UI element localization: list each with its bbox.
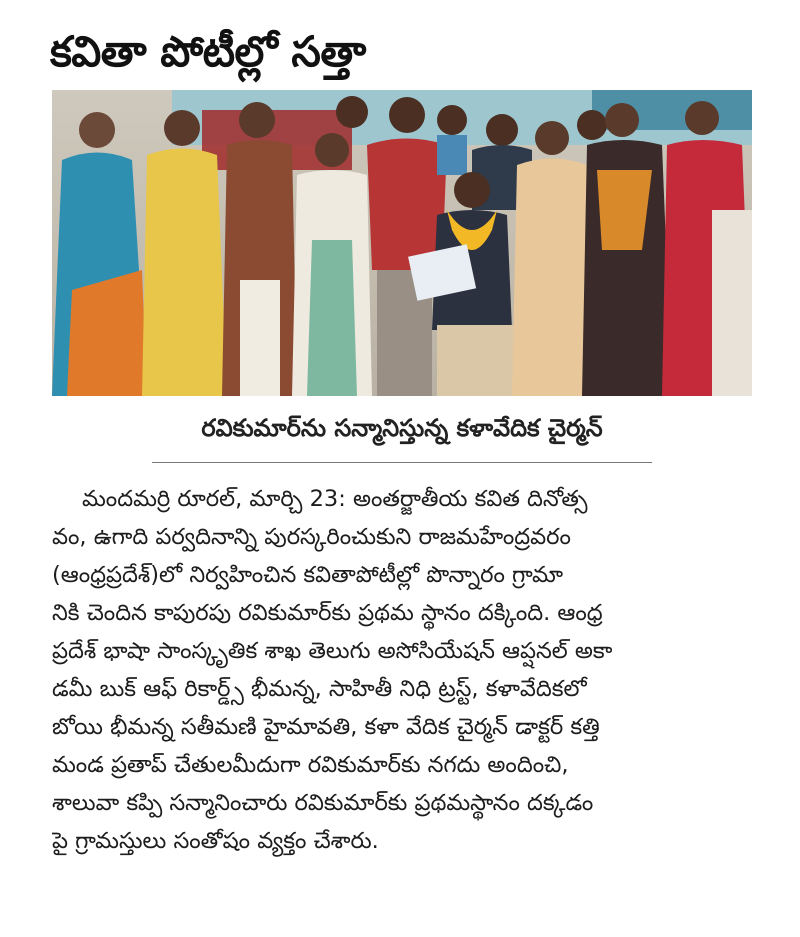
body-line: (ఆంధ్రప్రదేశ్)లో నిర్వహించిన కవితాపోటీల్లో పొన్నారం గ్రామా xyxy=(52,562,564,588)
article-body xyxy=(52,480,752,860)
previous-article-fragment xyxy=(0,0,800,10)
body-line: వం, ఉగాది పర్వదినాన్ని పురస్కరించుకుని రాజమహేంద్రవరం xyxy=(52,524,571,550)
caption-divider xyxy=(152,462,652,463)
photo-caption: రవికుమార్‌ను సన్మానిస్తున్న కళావేదిక చైర్మన్ xyxy=(201,414,603,442)
body-line: పై గ్రామస్తులు సంతోషం వ్యక్తం చేశారు. xyxy=(52,828,379,854)
body-line: మండ ప్రతాప్ చేతులమీదుగా రవికుమార్‌కు నగదు అందించి, xyxy=(52,752,569,778)
next-article-fragment xyxy=(0,922,800,937)
article-headline: కవితా పోటీల్లో సత్తా xyxy=(50,27,366,76)
body-line: మందమర్రి రూరల్, మార్చి 23: అంతర్జాతీయ కవిత దినోత్స xyxy=(82,486,588,512)
body-line: నికి చెందిన కాపురపు రవికుమార్‌కు ప్రథమ స్థానం దక్కింది. ఆంధ్ర xyxy=(52,600,603,626)
body-line: శాలువా కప్పి సన్మానించారు రవికుమార్‌కు ప్రథమస్థానం దక్కడం xyxy=(52,790,594,816)
body-line: బోయి భీమన్న సతీమణి హైమావతి, కళా వేదిక చైర్మన్ డాక్టర్ కత్తి xyxy=(52,714,600,740)
news-photo xyxy=(52,90,752,396)
body-line: ప్రదేశ్ భాషా సాంస్కృతిక శాఖ తెలుగు అసోసియేషన్ ఆప్షనల్ అకా xyxy=(52,638,613,664)
body-line: డమీ బుక్ ఆఫ్ రికార్డ్స్ భీమన్న, సాహితీ నిధి ట్రస్ట్, కళావేదికలో xyxy=(52,676,587,702)
